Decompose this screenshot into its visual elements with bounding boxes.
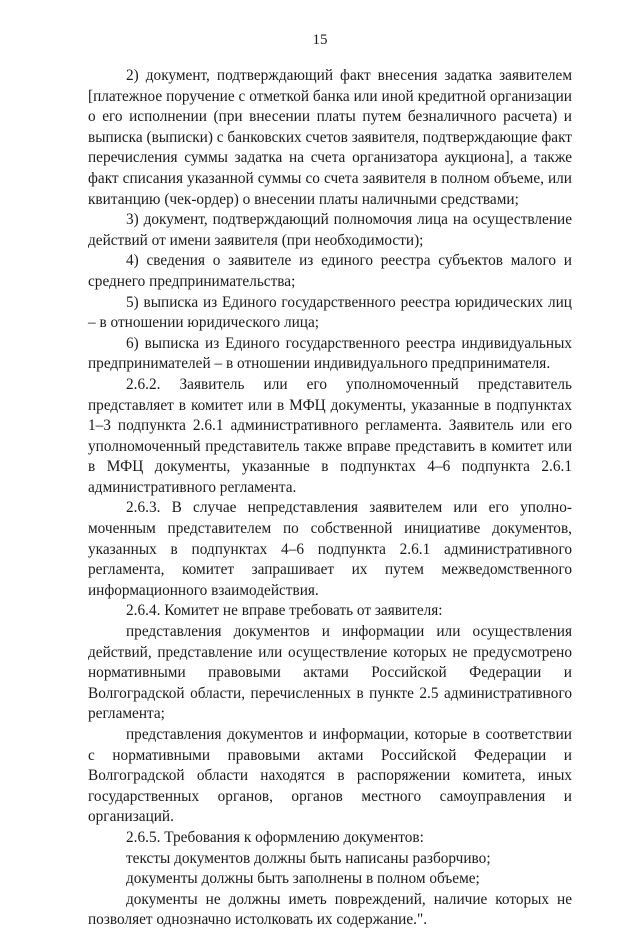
- paragraph-2-6-5: 2.6.5. Требования к оформлению документов:: [126, 828, 424, 846]
- paragraph-2-6-4-item-1: представления документов и информации или осуществления действий, представление или осуществление которых не предусмотрено нормативными правовыми актами Российской Федерации и Волгоградской области, перечисленных в пункте 2.5 административного регламента;: [88, 623, 572, 723]
- paragraph-item-4-sme-registry: 4) сведения о заявителе из единого реестра субъектов малого и среднего предпринимательства;: [88, 252, 572, 290]
- paragraph-item-2-deposit: 2) документ, подтверждающий факт внесения задатка заявителем [платежное поручение с отметкой банка или иной кредитной организации о его исполнении (при внесении платы путем безналичного расчета) и выписка (выписки) с банковских счетов заявителя, подтверждающие факт перечисления суммы задатка на счета организатора аукциона], а также факт списания указанной суммы со счета заявителя в полном объеме, или квитанцию (чек-ордер) о внесении платы наличными средствами;: [88, 67, 572, 208]
- paragraph-item-5-legal-entity: 5) выписка из Единого государственного реестра юридических лиц – в отношении юридического лица;: [88, 293, 572, 332]
- paragraph-item-6-entrepreneur: 6) выписка из Единого государственного реестра индивидуальных предпринимателей – в отношении индивидуального предпринимателя.: [88, 334, 572, 373]
- document-body: [88, 66, 572, 931]
- paragraph-2-6-4: 2.6.4. Комитет не вправе требовать от заявителя:: [126, 602, 443, 620]
- paragraph-2-6-2: 2.6.2. Заявитель или его уполномоченный представитель представляет в комитет или в МФЦ документы, указанные в подпунктах 1–3 подпункта 2.6.1 административного регламента. Заявитель или его уполномоченный представитель также вправе представить в комитет или в МФЦ документы, указанные в подпунктах 4–6 подпункта 2.6.1 административного регламента.: [88, 375, 572, 496]
- paragraph-item-3-authority: 3) документ, подтверждающий полномочия лица на осуществление действий от имени заявителя (при необходимости);: [88, 211, 572, 249]
- paragraph-2-6-4-item-2: представления документов и информации, которые в соответствии с нормативными правовыми актами Российской Федерации и Волгоградской области находятся в распоряжении комитета, иных государственных органов, органов местного самоуправления и организаций.: [88, 726, 572, 826]
- paragraph-2-6-3: 2.6.3. В случае непредставления заявителем или его уполно-моченным представителем по собственной инициативе документов, указанных в подпунктах 4–6 подпункта 2.6.1 административного регламента, комитет запрашивает их путем межведомственного информационного взаимодействия.: [88, 499, 572, 599]
- paragraph-2-6-5-item-3: документы не должны иметь повреждений, наличие которых не позволяет однозначно истолковать их содержание.".: [88, 890, 572, 929]
- paragraph-2-6-5-item-2: документы должны быть заполнены в полном объеме;: [126, 870, 480, 888]
- paragraph-2-6-5-item-1: тексты документов должны быть написаны разборчиво;: [126, 849, 491, 867]
- page-number: 15: [312, 32, 328, 48]
